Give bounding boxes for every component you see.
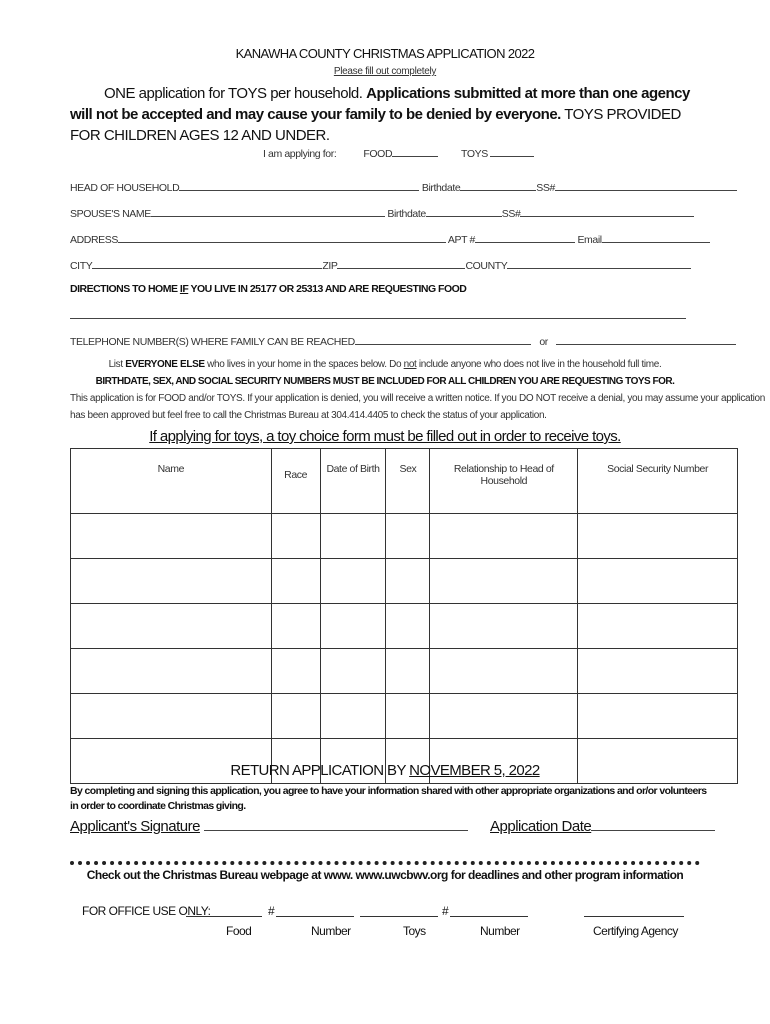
column-header-relationship: Relationship to Head of Household bbox=[430, 449, 578, 514]
return-deadline: RETURN APPLICATION BY NOVEMBER 5, 2022 bbox=[230, 762, 540, 779]
telephone-or: or bbox=[539, 336, 548, 348]
applying-label: I am applying for: bbox=[263, 148, 337, 160]
table-cell[interactable] bbox=[271, 649, 320, 694]
telephone-label: TELEPHONE NUMBER(S) WHERE FAMILY CAN BE REACHED bbox=[70, 336, 355, 348]
table-header-row bbox=[71, 449, 738, 514]
warning-part2: Applications submitted at more than one agency will not be accepted and may cause your family to be denied by everyone. bbox=[70, 85, 690, 123]
office-number-field-2[interactable] bbox=[450, 916, 528, 917]
spouse-birthdate-label: Birthdate bbox=[387, 208, 426, 220]
table-cell[interactable] bbox=[320, 604, 386, 649]
spouse-label: SPOUSE'S NAME bbox=[70, 208, 151, 220]
address-field[interactable] bbox=[118, 232, 446, 243]
apt-label: APT # bbox=[447, 234, 475, 246]
table-cell[interactable] bbox=[71, 559, 272, 604]
directions-label: DIRECTIONS TO HOME IF YOU LIVE IN 25177 OR 25313 AND ARE REQUESTING FOOD bbox=[70, 283, 467, 295]
table-row bbox=[71, 559, 738, 604]
directions-field[interactable] bbox=[70, 318, 686, 319]
application-date-field[interactable] bbox=[591, 818, 715, 831]
spouse-field[interactable] bbox=[151, 206, 385, 217]
apt-field[interactable] bbox=[475, 232, 575, 243]
list-everyone-instruction: List EVERYONE ELSE who lives in your home in the spaces below. Do not include anyone who does not live in the household full time. bbox=[108, 359, 662, 370]
table-row bbox=[71, 649, 738, 694]
office-number-field-1[interactable] bbox=[276, 916, 354, 917]
table-cell[interactable] bbox=[71, 514, 272, 559]
column-header-dob: Date of Birth bbox=[320, 449, 386, 514]
table-cell[interactable] bbox=[578, 514, 738, 559]
head-field[interactable] bbox=[179, 180, 419, 191]
column-header-sex: Sex bbox=[386, 449, 430, 514]
table-cell[interactable] bbox=[320, 514, 386, 559]
column-header-race: Race bbox=[271, 449, 320, 514]
table-cell[interactable] bbox=[271, 694, 320, 739]
office-toys-caption: Toys bbox=[403, 924, 426, 938]
table-cell[interactable] bbox=[578, 694, 738, 739]
head-ss-label: SS# bbox=[536, 182, 555, 194]
county-label: COUNTY bbox=[465, 260, 508, 272]
table-cell[interactable] bbox=[578, 604, 738, 649]
signature-label: Applicant's Signature bbox=[70, 818, 200, 835]
head-birthdate-label: Birthdate bbox=[421, 182, 461, 194]
email-field[interactable] bbox=[602, 232, 710, 243]
head-label: HEAD OF HOUSEHOLD bbox=[70, 182, 180, 194]
return-date: NOVEMBER 5, 2022 bbox=[409, 762, 540, 779]
city-row bbox=[70, 258, 691, 272]
food-option-label: FOOD bbox=[363, 148, 393, 160]
city-field[interactable] bbox=[92, 258, 322, 269]
column-header-ssn: Social Security Number bbox=[578, 449, 738, 514]
dotted-divider bbox=[70, 861, 700, 865]
application-info-line-2: has been approved but feel free to call the Christmas Bureau at 304.414.4405 to check the status of your application. bbox=[70, 410, 547, 421]
office-food-caption: Food bbox=[226, 924, 252, 938]
table-cell[interactable] bbox=[578, 559, 738, 604]
office-food-field[interactable] bbox=[186, 916, 262, 917]
telephone-field-2[interactable] bbox=[556, 334, 736, 345]
zip-label: ZIP bbox=[322, 260, 338, 272]
head-birthdate-field[interactable] bbox=[460, 180, 536, 191]
toys-option-field[interactable] bbox=[490, 146, 534, 157]
address-label: ADDRESS bbox=[70, 234, 118, 246]
application-info-line-1: This application is for FOOD and/or TOYS. If your application is denied, you will receive a written notice. If you DO NOT receive a denial, you may assume your application bbox=[70, 393, 765, 404]
table-cell[interactable] bbox=[386, 559, 430, 604]
table-cell[interactable] bbox=[430, 604, 578, 649]
office-number-caption-2: Number bbox=[480, 924, 520, 938]
table-cell[interactable] bbox=[320, 694, 386, 739]
table-cell[interactable] bbox=[271, 604, 320, 649]
table-cell[interactable] bbox=[430, 514, 578, 559]
table-cell[interactable] bbox=[386, 694, 430, 739]
applying-row bbox=[263, 146, 534, 160]
table-cell[interactable] bbox=[71, 604, 272, 649]
office-number-caption-1: Number bbox=[311, 924, 351, 938]
table-cell[interactable] bbox=[386, 514, 430, 559]
household-members-table bbox=[70, 448, 738, 784]
application-date-row bbox=[490, 818, 715, 836]
table-cell[interactable] bbox=[578, 649, 738, 694]
spouse-ss-field[interactable] bbox=[520, 206, 694, 217]
application-date-label: Application Date bbox=[490, 818, 592, 835]
toys-option-label: TOYS bbox=[461, 148, 488, 160]
office-agency-caption: Certifying Agency bbox=[593, 924, 678, 938]
city-label: CITY bbox=[70, 260, 93, 272]
required-fields-notice: BIRTHDATE, SEX, AND SOCIAL SECURITY NUMBERS MUST BE INCLUDED FOR ALL CHILDREN YOU ARE REQUESTING TOYS FOR. bbox=[95, 376, 675, 387]
warning-part1: ONE application for TOYS per household. bbox=[104, 85, 363, 102]
form-subtitle: Please fill out completely bbox=[333, 66, 437, 77]
address-row bbox=[70, 232, 710, 246]
table-cell[interactable] bbox=[271, 514, 320, 559]
table-cell[interactable] bbox=[430, 694, 578, 739]
table-cell[interactable] bbox=[430, 649, 578, 694]
table-cell[interactable] bbox=[271, 559, 320, 604]
spouse-birthdate-field[interactable] bbox=[426, 206, 502, 217]
column-header-name: Name bbox=[71, 449, 272, 514]
office-use-label: FOR OFFICE USE ONLY: bbox=[82, 904, 211, 918]
table-row bbox=[71, 694, 738, 739]
office-toys-field[interactable] bbox=[360, 916, 438, 917]
directions-if: IF bbox=[179, 283, 189, 295]
table-cell[interactable] bbox=[386, 649, 430, 694]
telephone-row bbox=[70, 334, 736, 348]
county-field[interactable] bbox=[507, 258, 691, 269]
office-hash-1: # bbox=[268, 904, 275, 918]
signature-field[interactable] bbox=[204, 818, 468, 831]
table-cell[interactable] bbox=[320, 559, 386, 604]
toy-form-notice: If applying for toys, a toy choice form must be filled out in order to receive toys. bbox=[149, 428, 621, 445]
table-cell[interactable] bbox=[386, 604, 430, 649]
office-agency-field[interactable] bbox=[584, 916, 684, 917]
signature-row bbox=[70, 818, 468, 836]
table-cell[interactable] bbox=[430, 559, 578, 604]
table-cell[interactable] bbox=[320, 649, 386, 694]
table-row bbox=[71, 604, 738, 649]
head-ss-field[interactable] bbox=[555, 180, 737, 191]
email-label: Email bbox=[577, 234, 602, 246]
website-notice: Check out the Christmas Bureau webpage at www. www.uwcbwv.org for deadlines and other program information bbox=[86, 868, 684, 882]
table-cell[interactable] bbox=[71, 649, 272, 694]
head-row bbox=[70, 180, 737, 194]
office-hash-2: # bbox=[442, 904, 449, 918]
telephone-field-1[interactable] bbox=[355, 334, 531, 345]
spouse-row bbox=[70, 206, 694, 220]
table-cell[interactable] bbox=[71, 694, 272, 739]
spouse-ss-label: SS# bbox=[501, 208, 521, 220]
zip-field[interactable] bbox=[337, 258, 465, 269]
table-row bbox=[71, 514, 738, 559]
consent-text: By completing and signing this application, you agree to have your information shared with other appropriate organizations and or/or volunteers in order to coordinate Christmas giving. bbox=[70, 785, 707, 812]
warning-part3: TOYS PROVIDED FOR CHILDREN AGES 12 AND UNDER. bbox=[70, 106, 681, 144]
household-warning bbox=[70, 83, 710, 146]
form-title: KANAWHA COUNTY CHRISTMAS APPLICATION 2022 bbox=[235, 46, 535, 61]
food-option-field[interactable] bbox=[392, 146, 438, 157]
